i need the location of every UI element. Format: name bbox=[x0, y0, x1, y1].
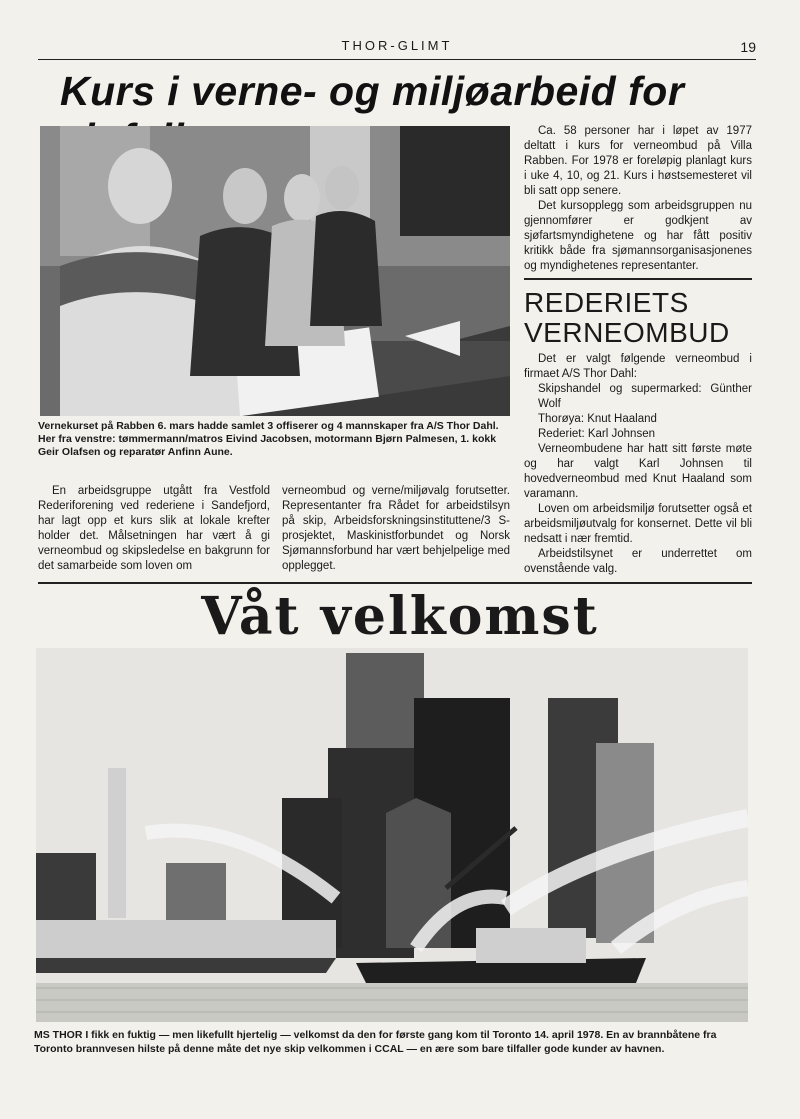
body-paragraph: Rederiet: Karl Johnsen bbox=[538, 428, 655, 440]
photo-caption: Vernekurset på Rabben 6. mars hadde samlet 3 offiserer og 4 mannskaper fra A/S Thor Dahl. Her fra venstre: tømmermann/matros Eivind Jacobsen, motormann Bjørn Palmesen, 1. kokk Geir Olafsen og reparatør Anfinn Aune. bbox=[38, 420, 499, 458]
body-paragraph: Thorøya: Knut Haaland bbox=[538, 413, 657, 425]
body-paragraph: verneombud og verne/miljøvalg forutsetter. Representanter fra Rådet for arbeidstilsyn på skip, Arbeidsforskningsinstituttene/3 S-prosjektet, Maskinistforbundet og Norsk Sjømannsforbund har vært behjelpelige med opplegget. bbox=[282, 485, 510, 572]
article-headline: Våt velkomst bbox=[201, 586, 599, 647]
body-column-middle bbox=[282, 484, 510, 574]
body-column-right bbox=[524, 124, 752, 274]
page-header bbox=[38, 38, 756, 60]
body-paragraph: En arbeidsgruppe utgått fra Vestfold Rederiforening ved rederiene i Sandefjord, har lagt opp et kurs slik at lokale krefter holder det. Målsetningen har vært å gi verneombud og skipsledelse en bakgrunn for det samarbeide som loven om bbox=[38, 485, 270, 572]
article-divider bbox=[38, 582, 752, 584]
body-paragraph: Det er valgt følgende verneombud i firmaet A/S Thor Dahl: bbox=[524, 353, 752, 380]
photo-caption: MS THOR I fikk en fuktig — men likefullt hjertelig — velkomst da den for første gang kom til Toronto 14. april 1978. En av brannbåtene fra Toronto brannvesen hilste på denne måte det nye skip velkommen i CCAL — en ære som bare tilfaller gode kunder av havnen. bbox=[34, 1029, 717, 1055]
body-paragraph: Loven om arbeidsmiljø forutsetter også et arbeidsmiljøutvalg for konsernet. Dette vil bli nedsatt i nær fremtid. bbox=[524, 503, 752, 545]
body-paragraph: Arbeidstilsynet er underrettet om ovenstående valg. bbox=[524, 548, 752, 575]
section-title bbox=[524, 288, 754, 348]
page-number: 19 bbox=[740, 39, 756, 55]
section-title-line: REDERIETS bbox=[524, 287, 689, 318]
body-paragraph: Skipshandel og supermarked: Günther Wolf bbox=[538, 383, 752, 410]
article-headline: Kurs i verne- og miljøarbeid for bbox=[60, 68, 685, 114]
body-paragraph: Det kursopplegg som arbeidsgruppen nu gjennomfører er godkjent av sjøfartsmyndighetene og har fått positiv kritikk både fra sjømannsorganisasjonenes og myndighetenes representanter. bbox=[524, 200, 752, 272]
magazine-name: THOR-GLIMT bbox=[341, 38, 453, 53]
body-paragraph: Verneombudene har hatt sitt første møte og har valgt Karl Johnsen til hovedverneombud med Knut Haaland som varamann. bbox=[524, 443, 752, 500]
section-divider bbox=[524, 278, 752, 280]
toronto-harbour-photo bbox=[36, 648, 748, 1022]
body-column-left bbox=[38, 484, 270, 574]
verneombud-column bbox=[524, 352, 752, 577]
section-title-line: VERNEOMBUD bbox=[524, 317, 730, 348]
course-participants-photo bbox=[40, 126, 510, 416]
body-paragraph: Ca. 58 personer har i løpet av 1977 deltatt i kurs for verneombud på Villa Rabben. For 1978 er foreløpig planlagt kurs i uke 4, 10, og 21. Kurs i høstsemesteret vil bli satt opp senere. bbox=[524, 125, 752, 197]
